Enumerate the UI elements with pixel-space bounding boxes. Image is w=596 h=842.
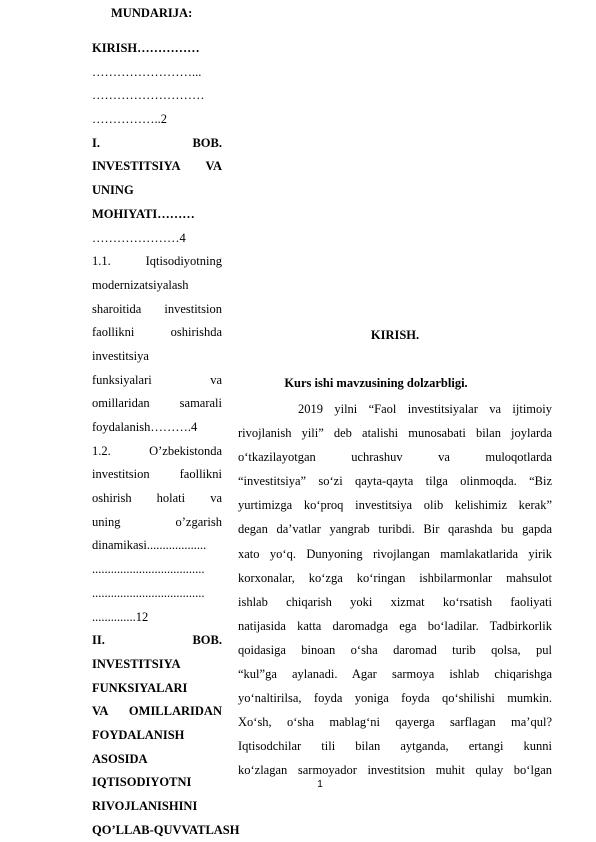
body-line: o‘tkazilayotgan uchrashuv va muloqotlarda — [238, 450, 552, 465]
toc-line: I. BOB. — [92, 135, 222, 150]
toc-line: sharoitida investitsion — [92, 301, 222, 316]
toc-line: dinamikasi................... — [92, 538, 207, 553]
toc-line: MOHIYATI……… — [92, 206, 195, 221]
toc-line: oshirish holati va — [92, 491, 222, 506]
toc-line: investitsiya — [92, 348, 149, 363]
body-line: yurtimizga ko‘proq investitsiya olib kelishimiz kerak” — [238, 498, 552, 513]
body-line: ishlab chiqarish yoki xizmat ko‘rsatish faoliyati — [238, 594, 552, 609]
body-line: “investitsiya” so‘zi qayta-qayta tilga olinmoqda. “Biz — [238, 474, 552, 489]
body-line: degan da’vatlar yangrab turibdi. Bir qarashda bu gapda — [238, 522, 552, 537]
section-subtitle: Kurs ishi mavzusining dolzarbligi. — [284, 376, 468, 390]
toc-line: faollikni oshirishda — [92, 325, 222, 340]
body-line: rivojlanish yili” deb atalishi munosabati bilan joylarda — [238, 426, 552, 441]
body-paragraph — [238, 397, 552, 783]
toc-line: investitsion faollikni — [92, 467, 222, 482]
toc-line: funksiyalari va — [92, 372, 222, 387]
body-line: natijasida katta daromadga ega bo‘ladilar. Tadbirkorlik — [238, 618, 552, 633]
toc-line: ..............12 — [92, 609, 149, 624]
table-of-contents — [92, 37, 240, 842]
toc-line: ……………………… — [92, 88, 205, 103]
toc-line: RIVOJLANISHINI — [92, 799, 198, 813]
body-line: Iqtisodchilar tili bilan aytganda, ertangi kunni — [238, 739, 552, 754]
toc-line: ……………………... — [92, 64, 202, 79]
toc-line: omillaridan samarali — [92, 396, 222, 411]
body-line: qoidasiga binoan o‘sha daromad turib qolsa, pul — [238, 642, 552, 657]
toc-line: KIRISH…………… — [92, 41, 200, 55]
body-line: yo‘naltirilsa, foyda yoniga foyda qo‘shilishi mumkin. — [238, 691, 552, 706]
toc-line: .................................... — [92, 562, 205, 577]
toc-line: II. BOB. — [92, 633, 222, 648]
toc-line: foydalanish……….4 — [92, 420, 198, 434]
toc-line: .................................... — [92, 585, 205, 600]
body-line: “kul”ga aylanadi. Agar sarmoya ishlab chiqarishga — [238, 667, 552, 682]
toc-line: QO’LLAB-QUVVATLASH — [92, 822, 240, 837]
toc-line: …………………4 — [92, 230, 186, 245]
toc-line: INVESTITSIYA VA — [92, 159, 222, 174]
page-number: 1 — [317, 779, 323, 790]
toc-line: 1.1. Iqtisodiyotning — [92, 254, 222, 269]
toc-line: ASOSIDA — [92, 751, 148, 766]
toc-line: FOYDALANISH — [92, 727, 185, 742]
toc-line: 1.2. O’zbekistonda — [92, 443, 222, 458]
toc-title: MUNDARIJA: — [111, 6, 193, 20]
toc-line: uning o’zgarish — [92, 514, 222, 529]
toc-line: IQTISODIYOTNI — [92, 775, 192, 790]
toc-line: INVESTITSIYA — [92, 656, 181, 671]
body-line: ko‘zlagan sarmoyador investitsion muhit qulay bo‘lgan — [238, 763, 552, 778]
toc-line: ……………..2 — [92, 112, 167, 127]
section-title: KIRISH. — [370, 328, 420, 342]
body-line: Xo‘sh, o‘sha mablag‘ni qayerga sarflagan ma’qul? — [238, 715, 552, 730]
toc-line: modernizatsiyalash — [92, 277, 189, 292]
toc-line: FUNKSIYALARI — [92, 680, 188, 695]
main-column — [238, 0, 552, 842]
body-line: xato yo‘q. Dunyoning rivojlangan mamlakatlarida yirik — [238, 546, 552, 561]
toc-line: VA OMILLARIDAN — [92, 704, 222, 719]
body-line: 2019 yilni “Faol investitsiyalar va ijtimoiy — [298, 402, 552, 416]
body-line: korxonalar, ko‘zga ko‘ringan ishbilarmonlar mahsulot — [238, 570, 552, 585]
toc-line: UNING — [92, 183, 134, 198]
